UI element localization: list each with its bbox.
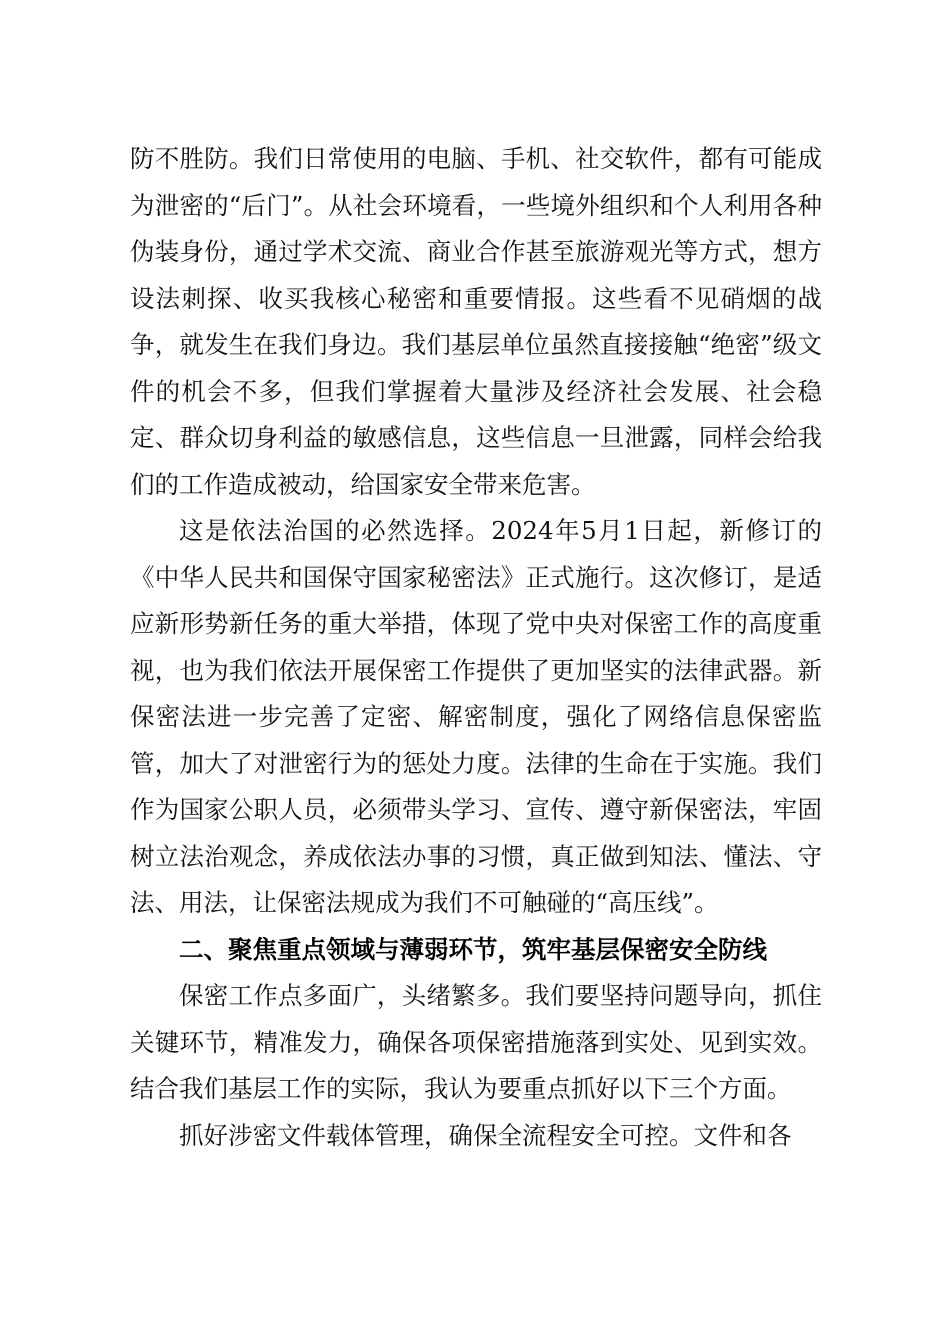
document-body	[130, 136, 822, 1159]
paragraph-1: 防不胜防。我们日常使用的电脑、手机、社交软件，都有可能成为泄密的“后门”。从社会环境看，一些境外组织和个人利用各种伪装身份，通过学术交流、商业合作甚至旅游观光等方式，想方设法刺探、收买我核心秘密和重要情报。这些看不见硝烟的战争，就发生在我们身边。我们基层单位虽然直接接触“绝密”级文件的机会不多，但我们掌握着大量涉及经济社会发展、社会稳定、群众切身利益的敏感信息，这些信息一旦泄露，同样会给我们的工作造成被动，给国家安全带来危害。	[130, 144, 822, 499]
paragraph-3: 保密工作点多面广，头绪繁多。我们要坚持问题导向，抓住关键环节，精准发力，确保各项保密措施落到实处、见到实效。结合我们基层工作的实际，我认为要重点抓好以下三个方面。	[130, 981, 822, 1103]
paragraph-4: 抓好涉密文件载体管理，确保全流程安全可控。文件和各	[179, 1120, 792, 1150]
paragraph-2: 这是依法治国的必然选择。2024年5月1日起，新修订的《中华人民共和国保守国家秘密法》正式施行。这次修订，是适应新形势新任务的重大举措，体现了党中央对保密工作的高度重视，也为我们依法开展保密工作提供了更加坚实的法律武器。新保密法进一步完善了定密、解密制度，强化了网络信息保密监管，加大了对泄密行为的惩处力度。法律的生命在于实施。我们作为国家公职人员，必须带头学习、宣传、遵守新保密法，牢固树立法治观念，养成依法办事的习惯，真正做到知法、懂法、守法、用法，让保密法规成为我们不可触碰的“高压线”。	[130, 516, 822, 917]
section-heading: 二、聚焦重点领域与薄弱环节，筑牢基层保密安全防线	[179, 934, 767, 964]
